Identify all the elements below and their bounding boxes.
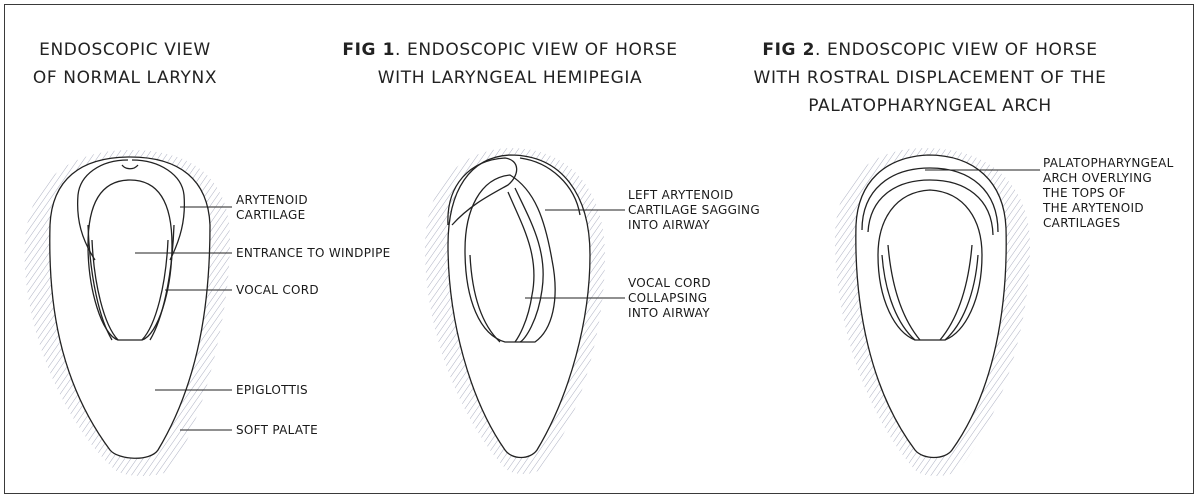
title-line: PALATOPHARYNGEAL ARCH [808, 96, 1052, 116]
label-vocal-cord: VOCAL CORD [236, 283, 319, 297]
title-line: OF NORMAL LARYNX [32, 68, 218, 88]
title-line: ENDOSCOPIC VIEW [39, 40, 211, 60]
label-arytenoid-cartilage: ARYTENOID CARTILAGE [236, 193, 308, 222]
title-line: WITH ROSTRAL DISPLACEMENT OF THE [753, 68, 1107, 88]
label-left-arytenoid-sagging: LEFT ARYTENOID CARTILAGE SAGGING INTO AIRWAY [628, 188, 760, 232]
label-entrance-to-windpipe: ENTRANCE TO WINDPIPE [236, 246, 391, 260]
label-soft-palate: SOFT PALATE [236, 423, 319, 437]
title-line: WITH LARYNGEAL HEMIPEGIA [377, 68, 643, 88]
title-text: . ENDOSCOPIC VIEW OF HORSE [815, 40, 1098, 60]
label-epiglottis: EPIGLOTTIS [236, 383, 308, 397]
normal-larynx-drawing [25, 150, 230, 476]
label-palatopharyngeal-arch: PALATOPHARYNGEAL ARCH OVERLYING THE TOPS OF THE ARYTENOID CARTILAGES [1043, 156, 1174, 230]
fig-label: FIG 1 [342, 40, 396, 60]
title-text: . ENDOSCOPIC VIEW OF HORSE [395, 40, 678, 60]
rdpa-drawing [835, 148, 1030, 476]
fig-label: FIG 2 [762, 40, 816, 60]
hemiplegia-drawing [425, 148, 605, 474]
label-vocal-cord-collapsing: VOCAL CORD COLLAPSING INTO AIRWAY [628, 276, 711, 320]
